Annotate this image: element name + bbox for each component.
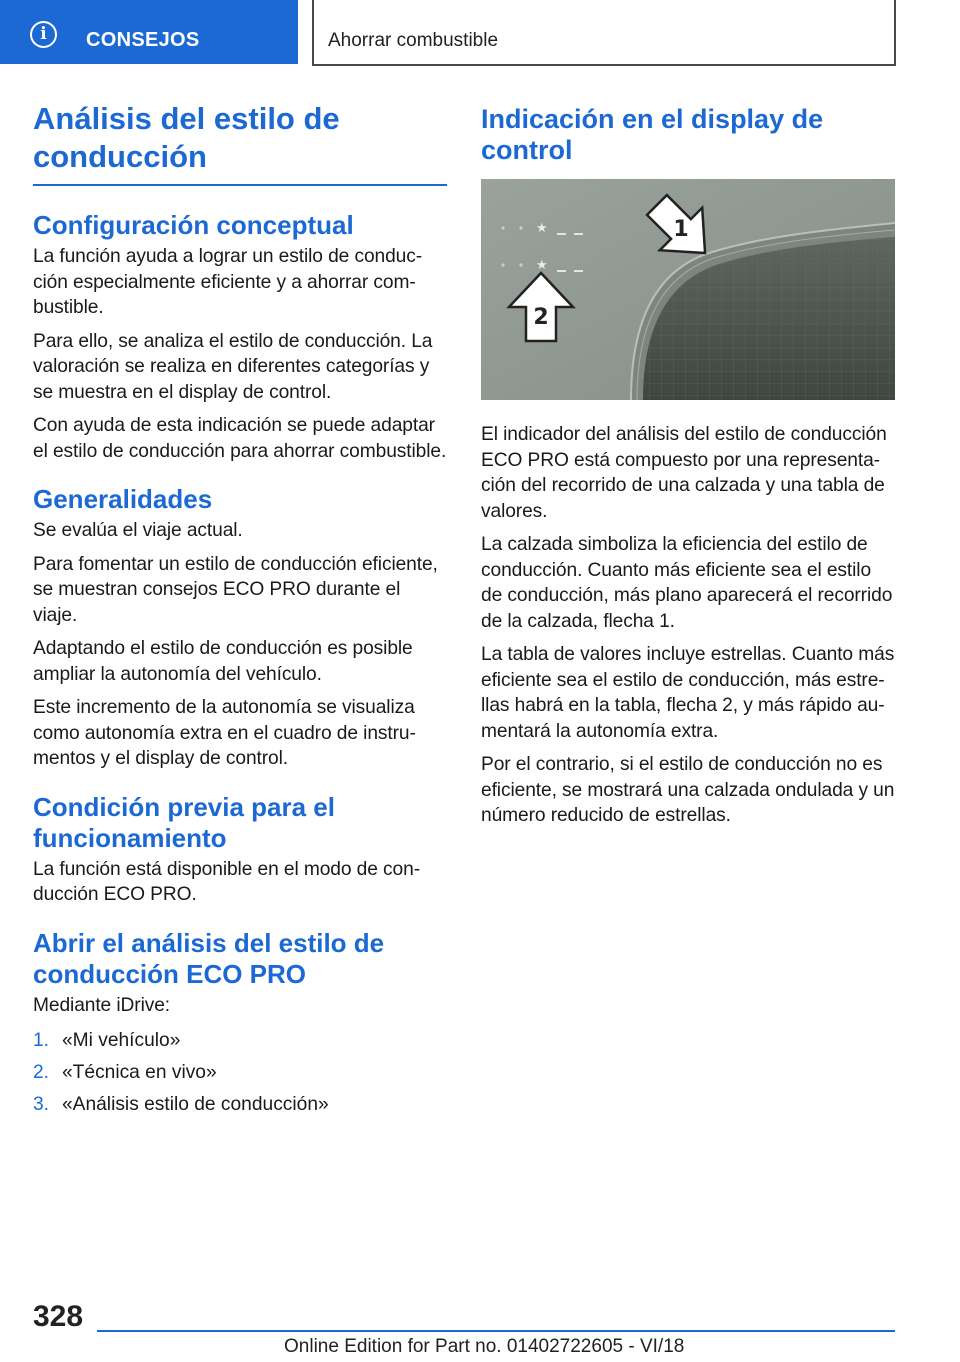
- info-icon: i: [30, 21, 57, 48]
- arrow-2-label: 2: [533, 305, 549, 330]
- svg-text:★: ★: [536, 221, 548, 236]
- section-heading: Indicación en el display de control: [481, 104, 824, 165]
- paragraph: La función ayuda a lograr un estilo de conduc-ción especialmente eficiente y a ahorrar com-bustible.: [33, 246, 423, 318]
- svg-text:★: ★: [536, 258, 548, 273]
- step-number: 1.: [33, 1030, 50, 1051]
- paragraph: Mediante iDrive:: [33, 994, 171, 1016]
- paragraph: Con ayuda de esta indicación se puede adaptar el estilo de conducción para ahorrar combustible.: [33, 415, 447, 462]
- paragraph: El indicador del análisis del estilo de conducción ECO PRO está compuesto por una representa-ción del recorrido de una calzada y una tabla de valores.: [481, 424, 887, 522]
- section-heading: Configuración conceptual: [33, 210, 354, 240]
- step-text: «Mi vehículo»: [62, 1030, 181, 1051]
- title-rule: [33, 184, 447, 186]
- paragraph: La función está disponible en el modo de con-ducción ECO PRO.: [33, 858, 420, 905]
- page-number: 328: [33, 1300, 84, 1333]
- footer-rule: [97, 1330, 895, 1332]
- left-column: [33, 100, 447, 1117]
- section-label: CONSEJOS: [86, 29, 200, 51]
- paragraph: Por el contrario, si el estilo de conducción no es eficiente, se mostrará una calzada ondulada y un número reducido de estrellas.: [481, 754, 895, 826]
- footer-edition-text: Online Edition for Part no. 01402722605 - VI/18: [284, 1336, 685, 1357]
- section-generalidades: [33, 484, 447, 772]
- chapter-title: Ahorrar combustible: [328, 30, 499, 51]
- list-item: [33, 1060, 447, 1085]
- section-condicion: [33, 792, 447, 908]
- section-heading: Abrir el análisis del estilo de conducción ECO PRO: [33, 927, 385, 989]
- paragraph: Se evalúa el viaje actual.: [33, 520, 243, 541]
- arrow-1-label: 1: [673, 217, 689, 242]
- step-number: 3.: [33, 1094, 50, 1115]
- chapter-header: [312, 0, 896, 66]
- list-item: [33, 1028, 447, 1053]
- main-title: Análisis del estilo de conducción: [33, 101, 340, 174]
- section-heading: Condición previa para el funcionamiento: [33, 791, 335, 853]
- section-heading: Generalidades: [33, 484, 213, 514]
- step-text: «Análisis estilo de conducción»: [62, 1094, 329, 1115]
- eco-pro-display-figure: [481, 179, 895, 400]
- paragraph: Este incremento de la autonomía se visualiza como autonomía extra en el cuadro de instru-mentos y el display de control.: [33, 697, 416, 769]
- paragraph: Adaptando el estilo de conducción es posible ampliar la autonomía del vehículo.: [33, 638, 413, 685]
- section-tab: [0, 0, 298, 64]
- right-column: [481, 104, 895, 829]
- paragraph: La calzada simboliza la eficiencia del estilo de conducción. Cuanto más eficiente sea el estilo de conducción, más plano aparecerá el recorrido de la calzada, flecha 1.: [481, 534, 893, 632]
- paragraph: Para fomentar un estilo de conducción eficiente, se muestran consejos ECO PRO durante el viaje.: [33, 553, 438, 626]
- step-text: «Técnica en vivo»: [62, 1062, 217, 1083]
- steps-list: [33, 1028, 447, 1117]
- paragraph: Para ello, se analiza el estilo de conducción. La valoración se realiza en diferentes categorías y se muestra en el display de control.: [33, 330, 433, 403]
- list-item: [33, 1092, 447, 1117]
- section-configuracion: [33, 210, 447, 464]
- step-number: 2.: [33, 1062, 50, 1083]
- section-abrir: [33, 928, 447, 1118]
- paragraph: La tabla de valores incluye estrellas. Cuanto más eficiente sea el estilo de conducción, más estre-llas habrá en la tabla, flecha 2, y más rápido au-mentará la autonomía extra.: [481, 644, 895, 742]
